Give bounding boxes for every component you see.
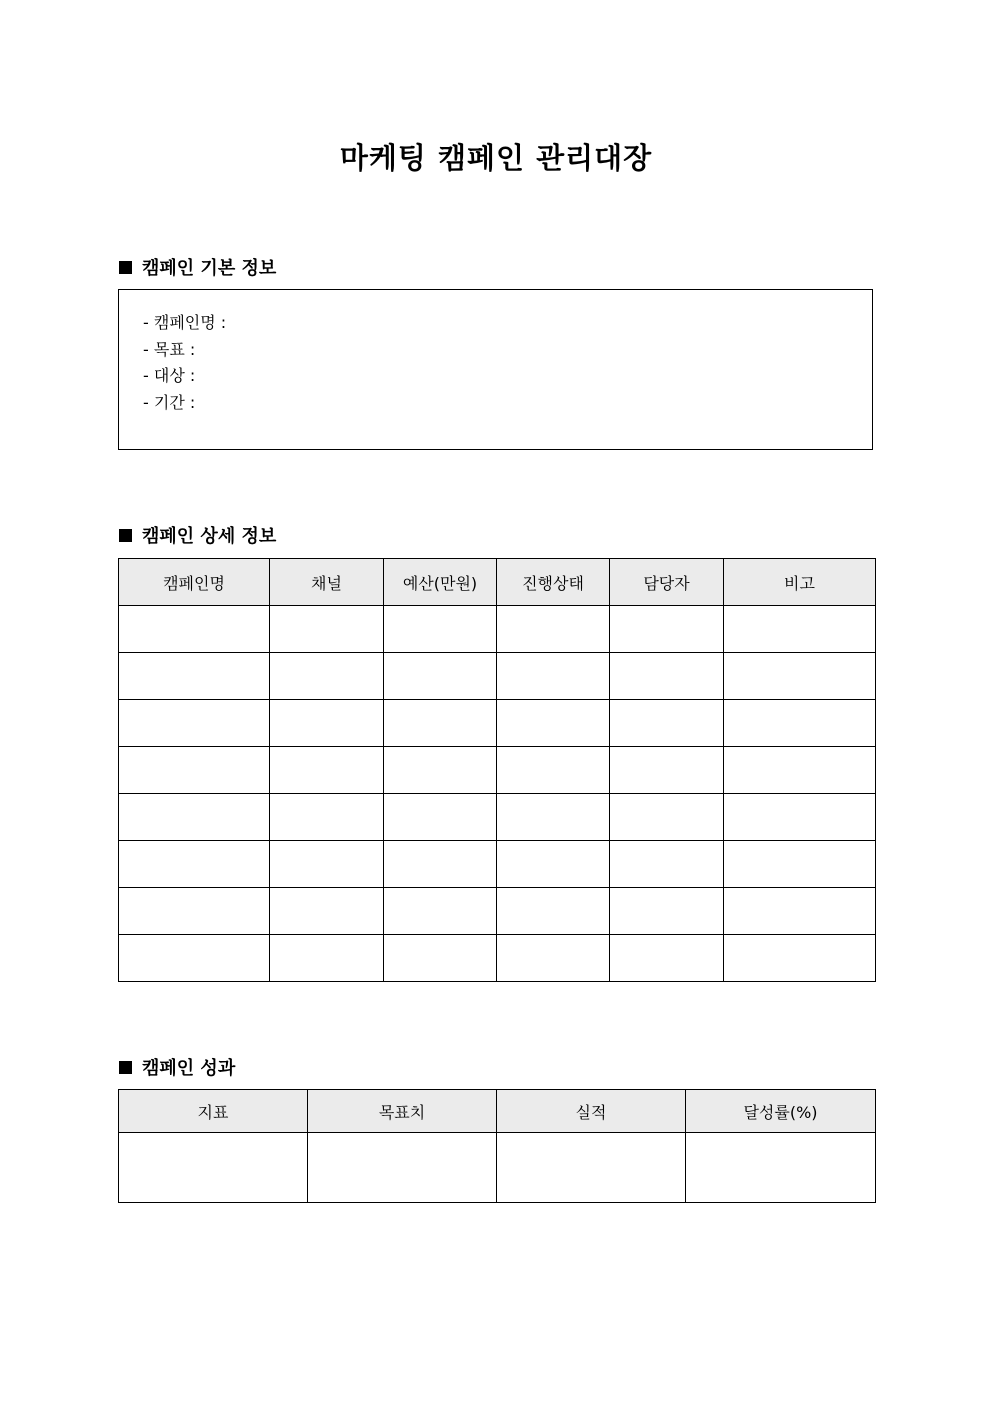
info-line-campaign-name: - 캠페인명 :: [143, 313, 227, 332]
table-cell[interactable]: [270, 747, 384, 794]
black-square-icon: [119, 261, 132, 274]
table-row: [119, 1133, 876, 1203]
table-cell[interactable]: [384, 700, 497, 747]
table-cell[interactable]: [724, 841, 876, 888]
column-header-notes: 비고: [724, 559, 876, 606]
table-cell[interactable]: [610, 841, 724, 888]
table-cell[interactable]: [270, 606, 384, 653]
table-row: [119, 841, 876, 888]
table-row: [119, 700, 876, 747]
column-header-owner: 담당자: [610, 559, 724, 606]
table-cell[interactable]: [270, 700, 384, 747]
table-cell[interactable]: [497, 935, 610, 982]
table-cell[interactable]: [270, 935, 384, 982]
table-cell[interactable]: [686, 1133, 876, 1203]
table-cell[interactable]: [119, 606, 270, 653]
column-header-budget: 예산(만원): [384, 559, 497, 606]
column-header-metric: 지표: [119, 1090, 308, 1133]
section-heading-detail: [119, 522, 276, 548]
table-cell[interactable]: [724, 653, 876, 700]
table-cell[interactable]: [384, 606, 497, 653]
table-cell[interactable]: [384, 841, 497, 888]
info-line-period: - 기간 :: [143, 392, 196, 412]
column-header-actual: 실적: [497, 1090, 686, 1133]
black-square-icon: [119, 529, 132, 542]
table-cell[interactable]: [384, 653, 497, 700]
section-heading-label: 캠페인 기본 정보: [142, 258, 277, 279]
table-cell[interactable]: [497, 888, 610, 935]
table-row: [119, 888, 876, 935]
table-cell[interactable]: [724, 794, 876, 841]
table-cell[interactable]: [384, 747, 497, 794]
basic-info-box: [118, 289, 873, 450]
table-cell[interactable]: [119, 700, 270, 747]
performance-table: [118, 1089, 876, 1203]
table-row: [119, 606, 876, 653]
table-cell[interactable]: [119, 794, 270, 841]
info-line-goal: - 목표 :: [143, 339, 196, 359]
table-row: [119, 747, 876, 794]
table-cell[interactable]: [119, 888, 270, 935]
table-cell[interactable]: [119, 653, 270, 700]
table-cell[interactable]: [497, 606, 610, 653]
table-cell[interactable]: [610, 747, 724, 794]
column-header-status: 진행상태: [497, 559, 610, 606]
document-title: 마케팅 캠페인 관리대장: [339, 141, 653, 175]
table-cell[interactable]: [497, 841, 610, 888]
table-cell[interactable]: [497, 1133, 686, 1203]
table-cell[interactable]: [610, 653, 724, 700]
table-cell[interactable]: [724, 606, 876, 653]
table-cell[interactable]: [724, 935, 876, 982]
table-cell[interactable]: [384, 935, 497, 982]
detail-table: [118, 558, 876, 982]
section-heading-label: 캠페인 성과: [142, 1058, 236, 1079]
table-cell[interactable]: [610, 606, 724, 653]
table-cell[interactable]: [497, 794, 610, 841]
table-cell[interactable]: [610, 700, 724, 747]
table-cell[interactable]: [610, 888, 724, 935]
section-heading-label: 캠페인 상세 정보: [142, 526, 277, 547]
table-cell[interactable]: [270, 841, 384, 888]
column-header-achievement-rate: 달성률(%): [686, 1090, 876, 1133]
table-cell[interactable]: [119, 747, 270, 794]
table-row: [119, 794, 876, 841]
info-line-target: - 대상 :: [143, 366, 196, 385]
table-cell[interactable]: [610, 794, 724, 841]
table-cell[interactable]: [610, 935, 724, 982]
table-cell[interactable]: [724, 747, 876, 794]
table-cell[interactable]: [384, 888, 497, 935]
table-cell[interactable]: [308, 1133, 497, 1203]
table-cell[interactable]: [119, 1133, 308, 1203]
table-header-row: [119, 559, 876, 606]
table-cell[interactable]: [119, 841, 270, 888]
table-cell[interactable]: [270, 888, 384, 935]
table-row: [119, 653, 876, 700]
column-header-channel: 채널: [270, 559, 384, 606]
table-cell[interactable]: [384, 794, 497, 841]
table-cell[interactable]: [724, 888, 876, 935]
table-cell[interactable]: [497, 653, 610, 700]
column-header-campaign-name: 캠페인명: [119, 559, 270, 606]
table-cell[interactable]: [119, 935, 270, 982]
section-heading-basic: [119, 254, 276, 280]
section-heading-performance: [119, 1054, 235, 1080]
table-header-row: [119, 1090, 876, 1133]
table-cell[interactable]: [497, 747, 610, 794]
table-cell[interactable]: [270, 653, 384, 700]
column-header-target-value: 목표치: [308, 1090, 497, 1133]
table-row: [119, 935, 876, 982]
table-cell[interactable]: [270, 794, 384, 841]
black-square-icon: [119, 1061, 132, 1074]
table-cell[interactable]: [497, 700, 610, 747]
table-cell[interactable]: [724, 700, 876, 747]
